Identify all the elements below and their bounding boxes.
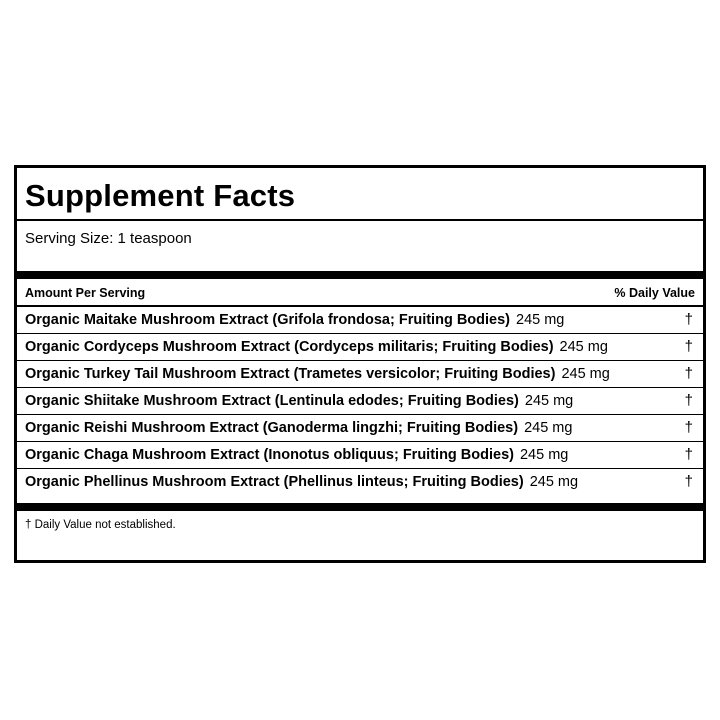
ingredient-row [17,334,703,361]
ingredient-name: Organic Reishi Mushroom Extract (Ganoderma lingzhi; Fruiting Bodies) [25,420,519,436]
divider [17,219,703,221]
ingredient-amount: 245 mg [524,420,573,436]
thick-divider [17,503,703,511]
ingredient-name: Organic Maitake Mushroom Extract (Grifola frondosa; Fruiting Bodies) [25,312,510,328]
ingredient-name: Organic Chaga Mushroom Extract (Inonotus obliquus; Fruiting Bodies) [25,447,514,463]
ingredient-row [17,415,703,442]
footnote: † Daily Value not established. [25,519,176,531]
ingredient-amount: 245 mg [516,312,565,328]
ingredient-amount: 245 mg [524,393,574,409]
ingredient-name: Organic Turkey Tail Mushroom Extract (Trametes versicolor; Fruiting Bodies) [25,366,556,382]
panel-title: Supplement Facts [25,178,296,213]
ingredient-row [17,442,703,469]
daily-value-mark: † [684,365,693,382]
ingredient-row [17,361,703,388]
daily-value-mark: † [684,392,693,409]
ingredient-amount: 245 mg [559,339,608,355]
column-header [25,283,695,303]
ingredient-amount: 245 mg [561,366,610,382]
daily-value-mark: † [684,419,693,436]
serving-size: Serving Size: 1 teaspoon [25,230,192,247]
daily-value-mark: † [684,338,693,355]
ingredient-name: Organic Phellinus Mushroom Extract (Phellinus linteus; Fruiting Bodies) [25,474,524,490]
ingredient-list [17,307,703,495]
ingredient-name: Organic Shiitake Mushroom Extract (Lentinula edodes; Fruiting Bodies) [25,393,519,409]
ingredient-name: Organic Cordyceps Mushroom Extract (Cordyceps militaris; Fruiting Bodies) [25,339,554,355]
supplement-facts-panel [14,165,706,563]
ingredient-row [17,307,703,334]
thick-divider [17,271,703,279]
daily-value-mark: † [684,446,693,463]
amount-per-serving-label: Amount Per Serving [25,286,146,300]
daily-value-label: % Daily Value [614,286,695,300]
ingredient-amount: 245 mg [529,474,579,490]
ingredient-row [17,388,703,415]
daily-value-mark: † [684,473,693,490]
ingredient-row [17,469,703,495]
daily-value-mark: † [684,311,693,328]
ingredient-amount: 245 mg [519,447,569,463]
